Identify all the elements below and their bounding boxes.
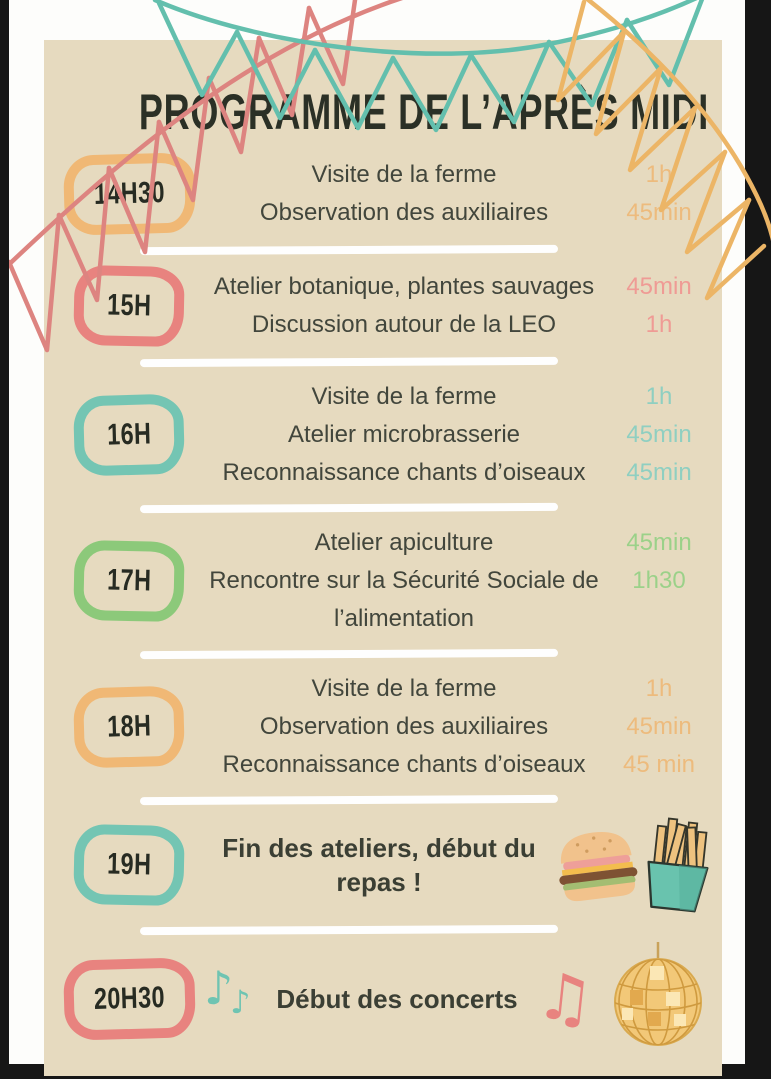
activity-label: Atelier apiculture: [314, 529, 494, 556]
schedule-row-15h: [44, 266, 722, 346]
activity-label: Fin des ateliers, début du repas !: [222, 833, 536, 897]
activity-label: Observation des auxiliaires: [259, 199, 549, 226]
activity-label: Atelier microbrasserie: [287, 421, 521, 448]
time-badge: [73, 393, 185, 476]
activity-duration: 45min: [626, 459, 692, 486]
time-label: 18H: [106, 709, 152, 744]
activity-line: [204, 194, 714, 232]
section-divider: [140, 503, 558, 513]
activity-line: [204, 670, 714, 708]
activity-duration: 45 min: [622, 751, 696, 778]
activity-duration: 1h30: [632, 567, 686, 594]
activity-label: Discussion autour de la LEO: [251, 311, 557, 338]
schedule-row-19h: [44, 816, 722, 914]
activity-line: [204, 268, 714, 306]
schedule-row-14h30: [44, 154, 722, 234]
activity-duration: 1h: [645, 675, 673, 702]
section-divider: [140, 925, 558, 935]
activity-label: Visite de la ferme: [311, 383, 497, 410]
activity-duration: 45min: [626, 713, 692, 740]
activity-duration: 1h: [645, 311, 673, 338]
activity-line: [204, 378, 714, 416]
music-notes-teal-icon: ♪ ♪: [204, 961, 251, 1021]
activity-line: [204, 708, 714, 746]
activity-label: Observation des auxiliaires: [259, 713, 549, 740]
time-badge: [73, 824, 185, 906]
time-label: 14H30: [93, 176, 165, 211]
activity-duration: 1h: [645, 383, 673, 410]
section-divider: [140, 357, 558, 367]
time-label: 19H: [106, 847, 152, 882]
poster-title: PROGRAMME DE L’APRÈS MIDI: [138, 84, 709, 140]
disco-ball-icon: [608, 942, 708, 1048]
activity-line: [204, 454, 714, 492]
time-label: 16H: [106, 417, 152, 452]
activity-label: Reconnaissance chants d’oiseaux: [222, 459, 586, 486]
burger-icon: [549, 820, 644, 910]
activity-duration: 45min: [626, 421, 692, 448]
activity-line: [204, 416, 714, 454]
activity-label: Visite de la ferme: [311, 675, 497, 702]
time-label: 17H: [106, 563, 152, 598]
activity-line: [204, 524, 714, 562]
activity-duration: 45min: [626, 273, 692, 300]
music-note-pink-icon: ♫: [532, 959, 598, 1039]
time-label: 15H: [106, 288, 152, 323]
schedule-row-16h: [44, 378, 722, 492]
activity-line: [204, 562, 714, 638]
time-badge: [73, 540, 185, 622]
schedule-row-17h: [44, 524, 722, 638]
activity-line: [204, 746, 714, 784]
activity-line: [204, 156, 714, 194]
section-divider: [140, 649, 558, 659]
fries-icon: [637, 813, 719, 918]
time-label: 20H30: [93, 981, 165, 1016]
time-badge: [62, 957, 195, 1041]
time-badge: [73, 265, 185, 347]
activity-duration: 1h: [645, 161, 673, 188]
section-divider: [140, 245, 558, 255]
activity-label: Reconnaissance chants d’oiseaux: [222, 751, 586, 778]
schedule-row-20h30: [44, 946, 722, 1052]
time-badge: [73, 685, 185, 768]
schedule-row-18h: [44, 670, 722, 784]
activity-duration: 45min: [626, 199, 692, 226]
activity-label: Atelier botanique, plantes sauvages: [213, 273, 595, 300]
time-badge: [62, 152, 195, 236]
program-card: [44, 40, 722, 1076]
poster-page: [9, 0, 745, 1064]
activity-label: Visite de la ferme: [311, 161, 497, 188]
section-divider: [140, 795, 558, 805]
activity-duration: 45min: [626, 529, 692, 556]
activity-label: Rencontre sur la Sécurité Sociale de l’alimentation: [209, 567, 599, 632]
activity-line: [204, 306, 714, 344]
activity-label: Début des concerts: [276, 984, 518, 1014]
